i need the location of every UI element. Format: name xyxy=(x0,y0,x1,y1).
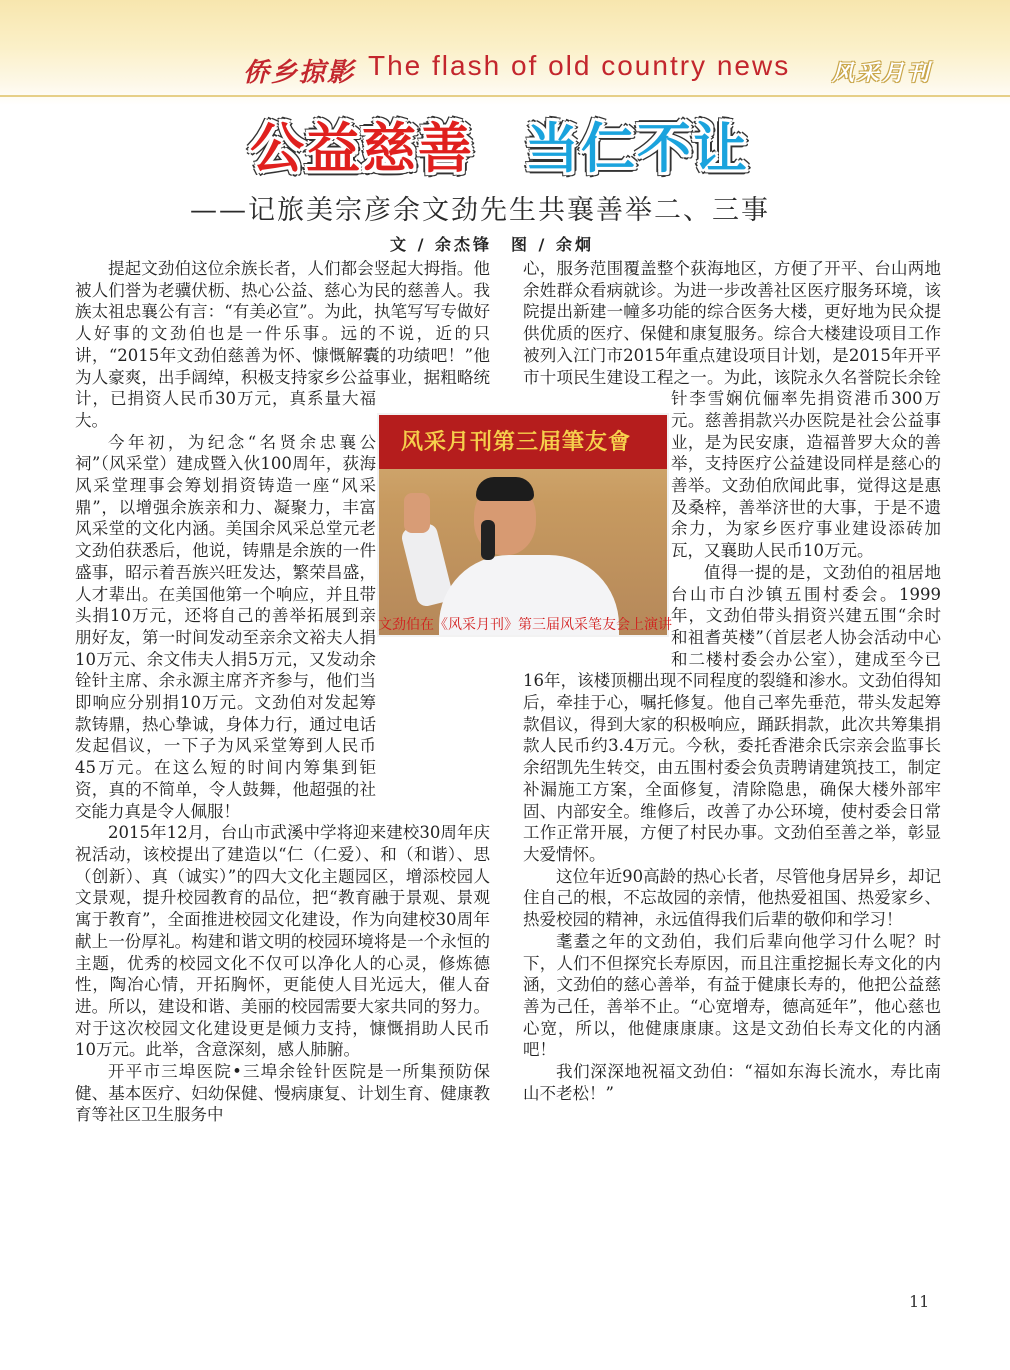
magazine-name: 风采月刊 xyxy=(832,61,933,86)
paragraph: 2015年12月，台山市武溪中学将迎来建校30周年庆祝活动，该校提出了建造以“仁（仁爱）、和（和谐）、思（创新）、真（诚实）”的四大文化主题园区，增添校园人文景观，提升校园教育的品位，把“教育融于景观、景观寓于教育”，全面推进校园文化建设，作为向建校30周年献上一份厚礼。构建和谐文明的校园环境将是一个永恒的主题，优秀的校园文化不仅可以净化人的心灵，修炼德性，陶冶心情，开拓胸怀，更能使人目光远大，催人奋进。所以，建设和谐、美丽的校园需要大家共同的努力。对于这次校园文化建设更是倾力支持，慷慨捐助人民币10万元。此举，含意深刻，感人肺腑。 xyxy=(75,823,490,1060)
right-column xyxy=(523,258,941,1104)
thumbs-up-icon xyxy=(404,493,430,533)
photo-figure-hair xyxy=(476,477,534,501)
article-title-part2: 当仁不让 xyxy=(525,117,749,180)
page-number: 11 xyxy=(909,1292,930,1311)
paragraph: 心，服务范围覆盖整个荻海地区，方便了开平、台山两地余姓群众看病就诊。为进一步改善社区医疗服务环境，该院提出新建一幢多功能的综合医务大楼，更好地为民众提供优质的医疗、保健和康复服务。综合大楼建设项目工作被列入江门市2015年重点建设项目计划，是2015年开平市十项民生建设工程之一。为此，该院永久名誉院长余铨针李雪娴伉俪率先捐资港币300万元。慈善捐款兴办医院是社会公益事业，是为民安康，造福普罗大众的善举，支持医疗公益建设同样是慈心的善举。文劲伯欣闻此事，觉得这是惠及桑梓，善举济世的大事，于是不遗余力，为家乡医疗事业建设添砖加瓦，又襄助人民币10万元。 xyxy=(523,259,941,561)
paragraph: 耄耋之年的文劲伯，我们后辈向他学习什么呢？时下，人们不但探究长寿原因，而且注重挖掘长寿文化的内涵，文劲伯的慈心善举，有益于健康长寿的，他把公益慈善为己任，善举不止。“心宽增寿，德高延年”，他心慈也心宽，所以，他健康康康。这是文劲伯长寿文化的内涵吧！ xyxy=(523,931,941,1060)
photo-caption: 文劲伯在《风采月刊》第三届风采笔友会上演讲 xyxy=(378,617,672,633)
article-title-part1: 公益慈善 xyxy=(250,117,474,180)
paragraph: 我们深深地祝福文劲伯：“福如东海长流水，寿比南山不老松！” xyxy=(523,1062,941,1103)
paragraph: 值得一提的是，文劲伯的祖居地台山市白沙镇五围村委会。1999年，文劲伯带头捐资兴建五围“余时和祖耆英楼”（首层老人协会活动中心和二楼村委会办公室），建成至今已16年，该楼顶棚出现不同程度的裂缝和渗水。文劲伯得知后，牵挂于心，嘱托修复。他自己率先垂范，带头发起筹款倡议，得到大家的积极响应，踊跃捐款，此次共筹集捐款人民币约3.4万元。今秋，委托香港余氏宗亲会监事长余绍凯先生转交，由五围村委会负责聘请建筑技工，制定补漏施工方案，全面修复，清除隐患，确保大楼外部牢固、内部安全。维修后，改善了办公环境，使村委会日常工作正常开展，方便了村民办事。文劲伯至善之举，彰显大爱情怀。 xyxy=(523,562,941,864)
paragraph: 今年初，为纪念“名贤余忠襄公祠”（风采堂）建成暨入伙100周年，荻海风采堂理事会筹划捐资铸造一座“风采鼎”，以增强余族亲和力、凝聚力，丰富风采堂的文化内涵。美国余风采总堂元老文劲伯获悉后，他说，铸鼎是余族的一件盛事，昭示着吾族兴旺发达，繁荣昌盛，人才辈出。在美国他第一个响应，并且带头捐10万元，还将自己的善举拓展到亲朋好友，第一时间发动至亲余文裕夫人捐10万元、余文伟夫人捐5万元，又发动余铨针主席、余永源主席齐齐参与，他们当即响应分别捐10万元。文劲伯对发起筹款铸鼎，热心挚诚，身体力行，通过电话发起倡议，一下子为风采堂筹到人民币45万元。在这么短的时间内筹集到钜资，真的不简单，令人鼓舞，他超强的社交能力真是令人佩服！ xyxy=(75,432,376,821)
header-divider xyxy=(0,95,1010,97)
article-subtitle: ——记旅美宗彦余文劲先生共襄善举二、三事 xyxy=(190,195,770,226)
left-column xyxy=(75,258,490,1126)
microphone-icon xyxy=(481,520,495,560)
event-banner xyxy=(379,415,667,469)
paragraph: 提起文劲伯这位余族长者，人们都会竖起大拇指。他被人们誉为老骥伏枥、热心公益、慈心为民的慈善人。我族太祖忠襄公有言：“有美必宣”。为此，执笔写写专做好人好事的文劲伯也是一件乐事。远的不说，近的只讲，“2015年文劲伯慈善为怀、慷慨解囊的功绩吧！”他为人豪爽，出手阔绰，积极支持家乡公益事业，据粗略统计，已捐资人民币30万元，真系量大福大。 xyxy=(75,259,490,430)
paragraph: 开平市三埠医院•三埠余铨针医院是一所集预防保健、基本医疗、妇幼保健、慢病康复、计划生育、健康教育等社区卫生服务中 xyxy=(75,1062,490,1125)
event-banner-text: 风采月刊第三届筆友會 xyxy=(401,430,632,455)
section-title-en: The flash of old country news xyxy=(368,50,791,81)
speaker-photo xyxy=(377,413,669,637)
article-byline: 文 / 余杰锋 图 / 余炯 xyxy=(390,235,594,254)
section-title-cn: 侨乡掠影 xyxy=(243,58,356,88)
paragraph: 这位年近90高龄的热心长者，尽管他身居异乡，却记住自己的根，不忘故园的亲情，他热爱祖国、热爱家乡、热爱校园的精神，永远值得我们后辈的敬仰和学习！ xyxy=(523,866,941,930)
